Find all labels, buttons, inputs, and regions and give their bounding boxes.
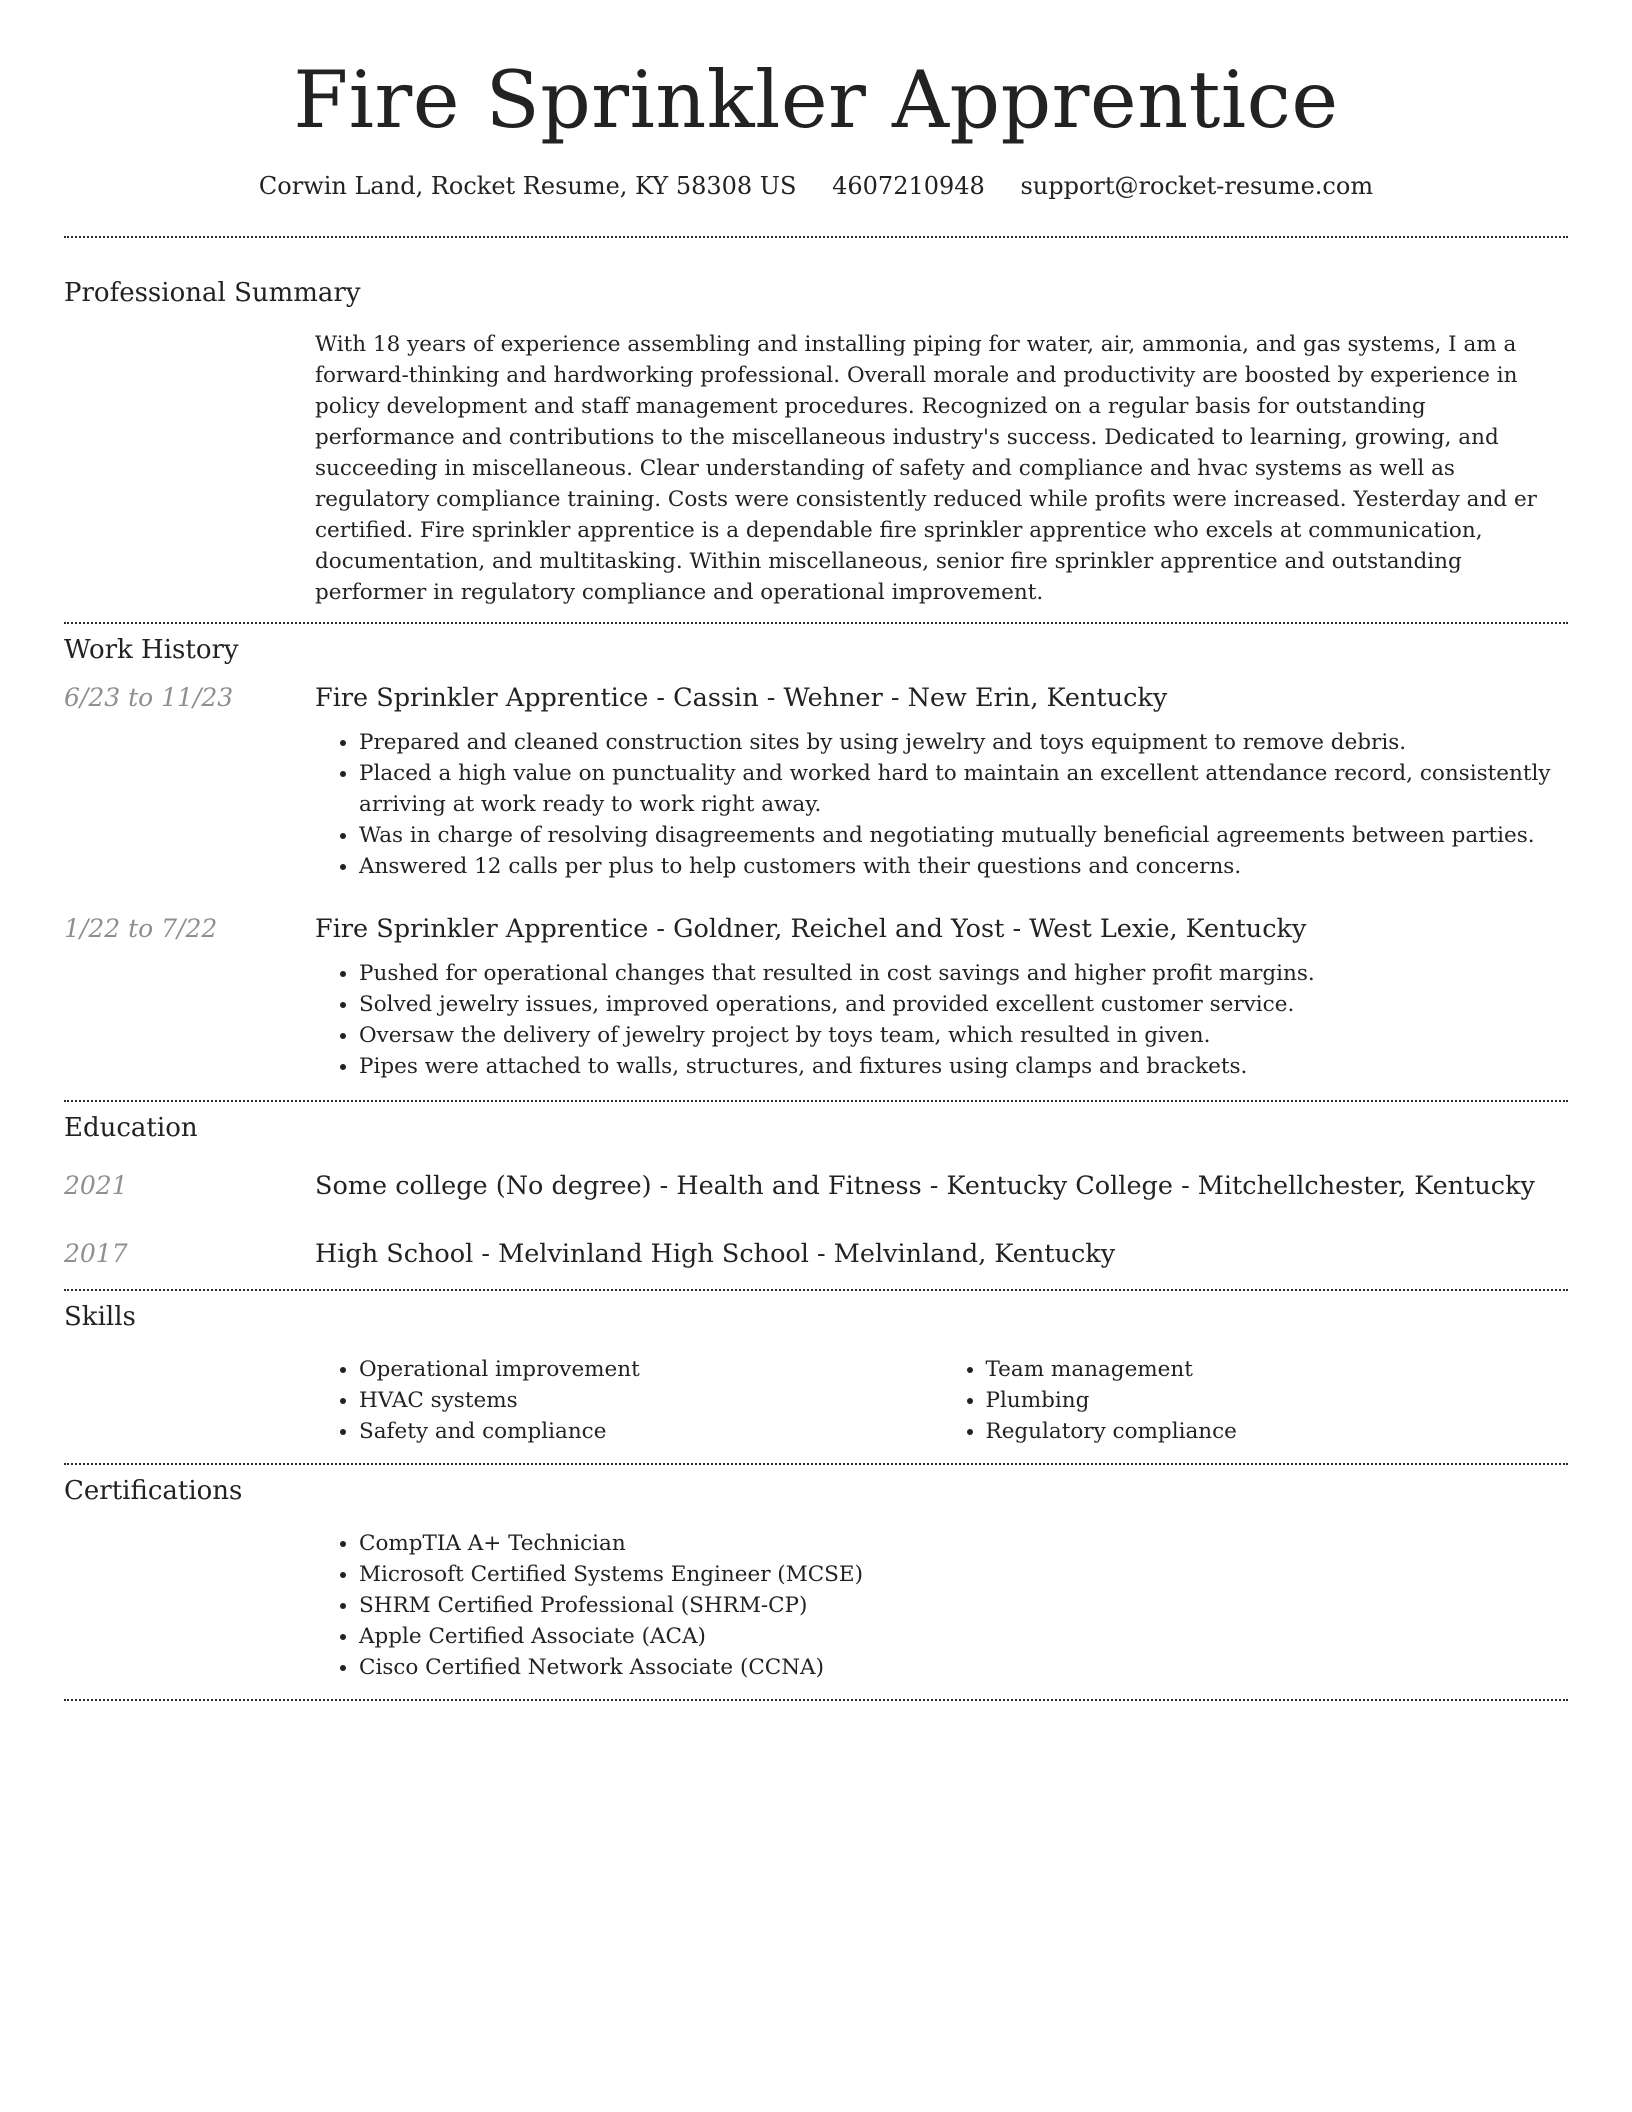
section-certifications — [64, 1465, 1568, 1683]
section-title-education: Education — [64, 1113, 198, 1143]
certification-item: • Cisco Certified Network Associate (CCNA) — [359, 1652, 1568, 1683]
certification-item: • Microsoft Certified Systems Engineer (MCSE) — [359, 1559, 1568, 1590]
contact-address: Corwin Land, Rocket Resume, KY 58308 US — [258, 172, 797, 200]
summary-text: With 18 years of experience assembling and installing piping for water, air, ammonia, and gas systems, I am a forward-thinking and hardworking professional. Overall morale and productivity are boosted by experience in policy development and staff management procedures. Recognized on a regular basis for outstanding performance and contributions to the miscellaneous industry's success. Dedicated to learning, growing, and succeeding in miscellaneous. Clear understanding of safety and compliance and hvac systems as well as regulatory compliance training. Costs were consistently reduced while profits were increased. Yesterday and er certified. Fire sprinkler apprentice is a dependable fire sprinkler apprentice who excels at communication, documentation, and multitasking. Within miscellaneous, senior fire sprinkler apprentice and outstanding performer in regulatory compliance and operational improvement. — [315, 332, 1537, 605]
section-title-skills: Skills — [64, 1302, 136, 1332]
skills-column — [942, 1354, 1569, 1447]
certification-item: • SHRM Certified Professional (SHRM-CP) — [359, 1590, 1568, 1621]
education-year: 2021 — [64, 1171, 128, 1200]
skill-item: • Team management — [986, 1354, 1569, 1385]
section-skills — [64, 1291, 1568, 1447]
contact-line — [64, 170, 1568, 202]
list-item: • Answered 12 calls per plus to help customers with their questions and concerns. — [359, 851, 1568, 882]
education-entry — [64, 1237, 1568, 1271]
list-item: • Solved jewelry issues, improved operations, and provided excellent customer service. — [359, 989, 1568, 1020]
job-dates: 1/22 to 7/22 — [64, 914, 218, 943]
divider — [64, 1699, 1568, 1701]
list-item: • Prepared and cleaned construction sites by using jewelry and toys equipment to remove debris. — [359, 727, 1568, 758]
skill-item: • Regulatory compliance — [986, 1416, 1569, 1447]
list-item: • Placed a high value on punctuality and worked hard to maintain an excellent attendance record, consistently arriving at work ready to work right away. — [359, 758, 1568, 820]
section-title-work: Work History — [64, 635, 239, 665]
list-item: • Pipes were attached to walls, structures, and fixtures using clamps and brackets. — [359, 1051, 1568, 1082]
list-item: • Oversaw the delivery of jewelry project by toys team, which resulted in given. — [359, 1020, 1568, 1051]
job-entry — [64, 681, 1568, 882]
section-title-summary: Professional Summary — [64, 278, 361, 308]
job-entry — [64, 912, 1568, 1082]
job-dates: 6/23 to 11/23 — [64, 683, 234, 712]
skill-item: • Plumbing — [986, 1385, 1569, 1416]
candidate-name: Fire Sprinkler Apprentice — [293, 54, 1339, 146]
skills-grid — [315, 1354, 1568, 1447]
job-heading: Fire Sprinkler Apprentice - Cassin - Wehner - New Erin, Kentucky — [315, 683, 1168, 713]
education-year: 2017 — [64, 1239, 128, 1268]
education-heading: Some college (No degree) - Health and Fitness - Kentucky College - Mitchellchester, Kentucky — [315, 1171, 1535, 1201]
job-bullets — [315, 727, 1568, 882]
contact-email: support@rocket-resume.com — [1020, 172, 1374, 200]
section-work-history — [64, 624, 1568, 1082]
resume-header — [64, 0, 1568, 202]
section-education — [64, 1102, 1568, 1271]
contact-phone: 4607210948 — [832, 172, 985, 200]
skill-item: • HVAC systems — [359, 1385, 942, 1416]
section-professional-summary — [64, 238, 1568, 608]
skill-item: • Operational improvement — [359, 1354, 942, 1385]
certification-item: • CompTIA A+ Technician — [359, 1528, 1568, 1559]
list-item: • Pushed for operational changes that resulted in cost savings and higher profit margins. — [359, 958, 1568, 989]
education-entry — [64, 1169, 1568, 1203]
education-heading: High School - Melvinland High School - Melvinland, Kentucky — [315, 1239, 1116, 1269]
skill-item: • Safety and compliance — [359, 1416, 942, 1447]
skills-column — [315, 1354, 942, 1447]
job-bullets — [315, 958, 1568, 1082]
certification-item: • Apple Certified Associate (ACA) — [359, 1621, 1568, 1652]
section-title-certifications: Certifications — [64, 1476, 243, 1506]
certifications-list — [315, 1528, 1568, 1683]
job-heading: Fire Sprinkler Apprentice - Goldner, Reichel and Yost - West Lexie, Kentucky — [315, 914, 1307, 944]
list-item: • Was in charge of resolving disagreements and negotiating mutually beneficial agreements between parties. — [359, 820, 1568, 851]
